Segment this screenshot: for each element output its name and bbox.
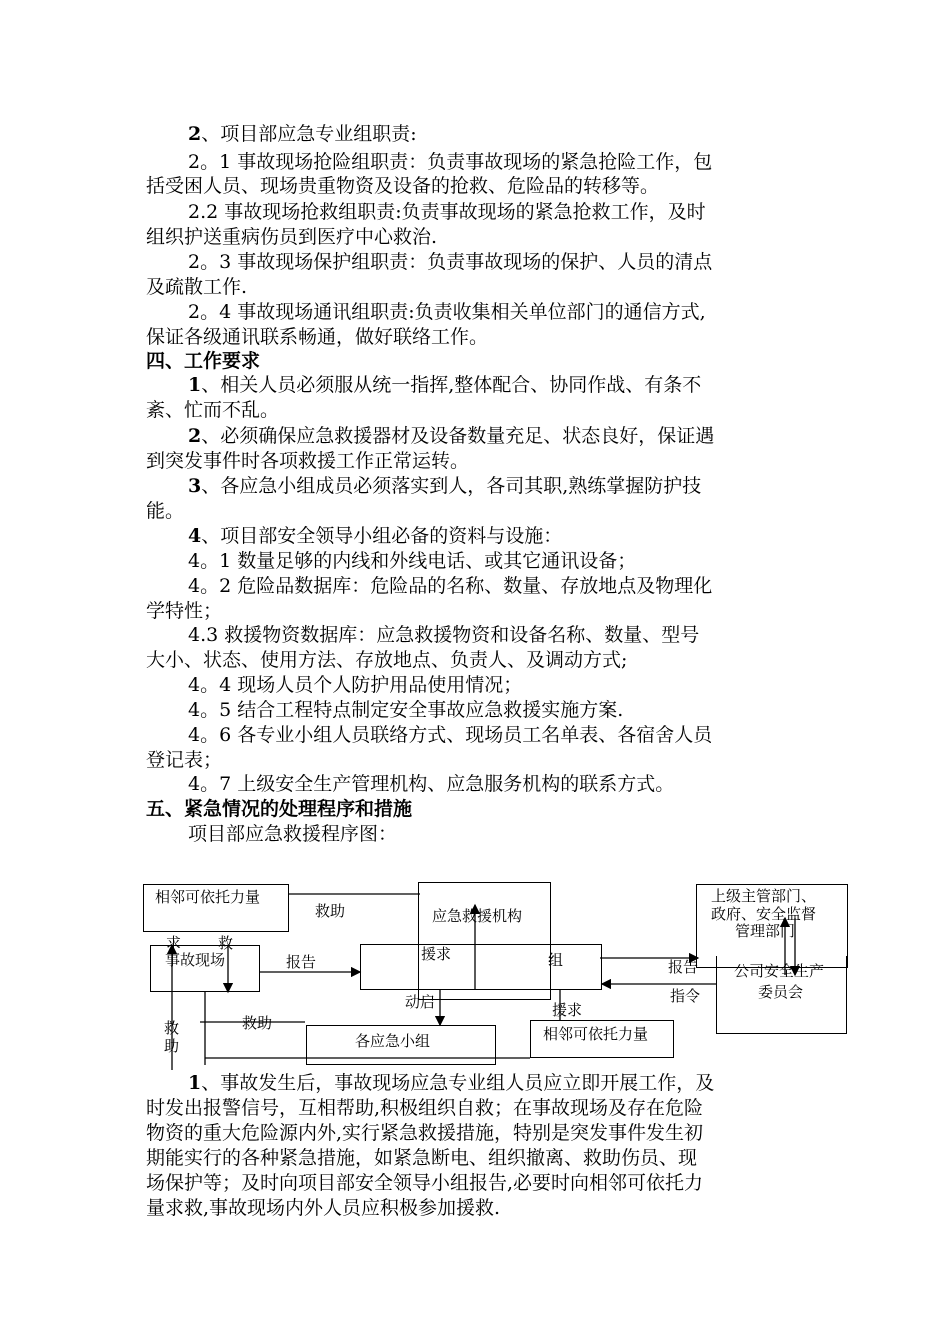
text-line: 时发出报警信号，互相帮助,积极组织自救；在事故现场及存在危险: [146, 1097, 704, 1119]
text-line: 4。1 数量足够的内线和外线电话、或其它通讯设备；: [188, 550, 637, 572]
text-line: 1、相关人员必须服从统一指挥,整体配合、协同作战、有条不: [188, 374, 702, 396]
text-line: 1、事故发生后，事故现场应急专业组人员应立即开展工作，及: [188, 1072, 715, 1094]
text-line: 量求救,事故现场内外人员应积极参加援救.: [146, 1197, 501, 1219]
box-group: [360, 944, 602, 990]
label-request-help: 援求: [421, 945, 452, 963]
text-line: 2。4 事故现场通讯组职责:负责收集相关单位部门的通信方式,: [188, 301, 706, 323]
text-line: 2.2 事故现场抢救组职责:负责事故现场的紧急抢救工作，及时: [188, 201, 706, 223]
text-line: 4。4 现场人员个人防护用品使用情况；: [188, 674, 523, 696]
label-partial: 救: [218, 934, 234, 952]
text-line: 4.3 救援物资数据库：应急救援物资和设备名称、数量、型号: [188, 624, 700, 646]
text-line: 登记表；: [146, 749, 223, 771]
box-label: 相邻可依托力量: [155, 888, 261, 906]
text-line: 及疏散工作.: [146, 276, 248, 298]
label-rescue-vertical: 助: [164, 1037, 180, 1055]
box-label: 公司安全生产: [734, 962, 825, 980]
text-line: 物资的重大危险源内外,实行紧急救援措施，特别是突发事件发生初: [146, 1122, 704, 1144]
label-partial: 求: [166, 934, 182, 952]
box-label: 管理部门: [735, 922, 796, 940]
text-line: 紊、忙而不乱。: [146, 399, 280, 421]
text-line: 场保护等；及时向项目部安全领导小组报告,必要时向相邻可依托力: [146, 1172, 704, 1194]
text-line: 学特性；: [146, 600, 223, 622]
text-line: 4。6 各专业小组人员联络方式、现场员工名单表、各宿舍人员: [188, 724, 713, 746]
text-line: 组织护送重病伤员到医疗中心救治.: [146, 226, 438, 248]
text-line: 2。3 事故现场保护组职责：负责事故现场的保护、人员的清点: [188, 251, 713, 273]
label-rescue: 救助: [242, 1014, 273, 1032]
text-line: 保证各级通讯联系畅通，做好联络工作。: [146, 326, 489, 348]
text-line: 期能实行的各种紧急措施，如紧急断电、组织撤离、救助伤员、现: [146, 1147, 698, 1169]
figure-caption: 项目部应急救援程序图：: [188, 823, 398, 845]
box-label: 相邻可依托力量: [543, 1025, 649, 1043]
text-line: 2、必须确保应急救援器材及设备数量充足、状态良好，保证遇: [188, 425, 715, 447]
label-activate: 动启: [405, 993, 436, 1011]
text-line: 括受困人员、现场贵重物资及设备的抢救、危险品的转移等。: [146, 175, 660, 197]
label-request-help: 援求: [552, 1001, 583, 1019]
section-heading: 五、紧急情况的处理程序和措施: [146, 798, 413, 820]
label-report: 报告: [668, 958, 699, 976]
box-label: 政府、安全监督: [711, 905, 817, 923]
text-line: 4。7 上级安全生产管理机构、应急服务机构的联系方式。: [188, 773, 675, 795]
text-line: 大小、状态、使用方法、存放地点、负责人、及调动方式;: [146, 649, 628, 671]
label-rescue-vertical: 救: [164, 1019, 180, 1037]
box-label: 各应急小组: [355, 1032, 431, 1050]
box-label: 组: [548, 951, 564, 969]
box-label: 应急救援机构: [432, 907, 523, 925]
text-line: 到突发事件时各项救援工作正常运转。: [146, 450, 470, 472]
text-line: 2。1 事故现场抢险组职责：负责事故现场的紧急抢险工作，包: [188, 151, 713, 173]
text-line: 3、各应急小组成员必须落实到人，各司其职,熟练掌握防护技: [188, 475, 702, 497]
text-line: 能。: [146, 500, 185, 522]
section-heading: 四、工作要求: [146, 350, 261, 372]
box-label: 事故现场: [165, 951, 226, 969]
text-line: 4。2 危险品数据库：危险品的名称、数量、存放地点及物理化: [188, 575, 713, 597]
label-rescue: 救助: [315, 902, 346, 920]
box-label: 上级主管部门、: [711, 887, 817, 905]
label-command: 指令: [670, 987, 701, 1005]
text-line: 2、项目部应急专业组职责:: [188, 123, 417, 145]
label-report: 报告: [286, 953, 317, 971]
text-line: 4。5 结合工程特点制定安全事故应急救援实施方案.: [188, 699, 624, 721]
text-line: 4、项目部安全领导小组必备的资料与设施：: [188, 525, 563, 547]
box-label: 委员会: [758, 983, 804, 1001]
